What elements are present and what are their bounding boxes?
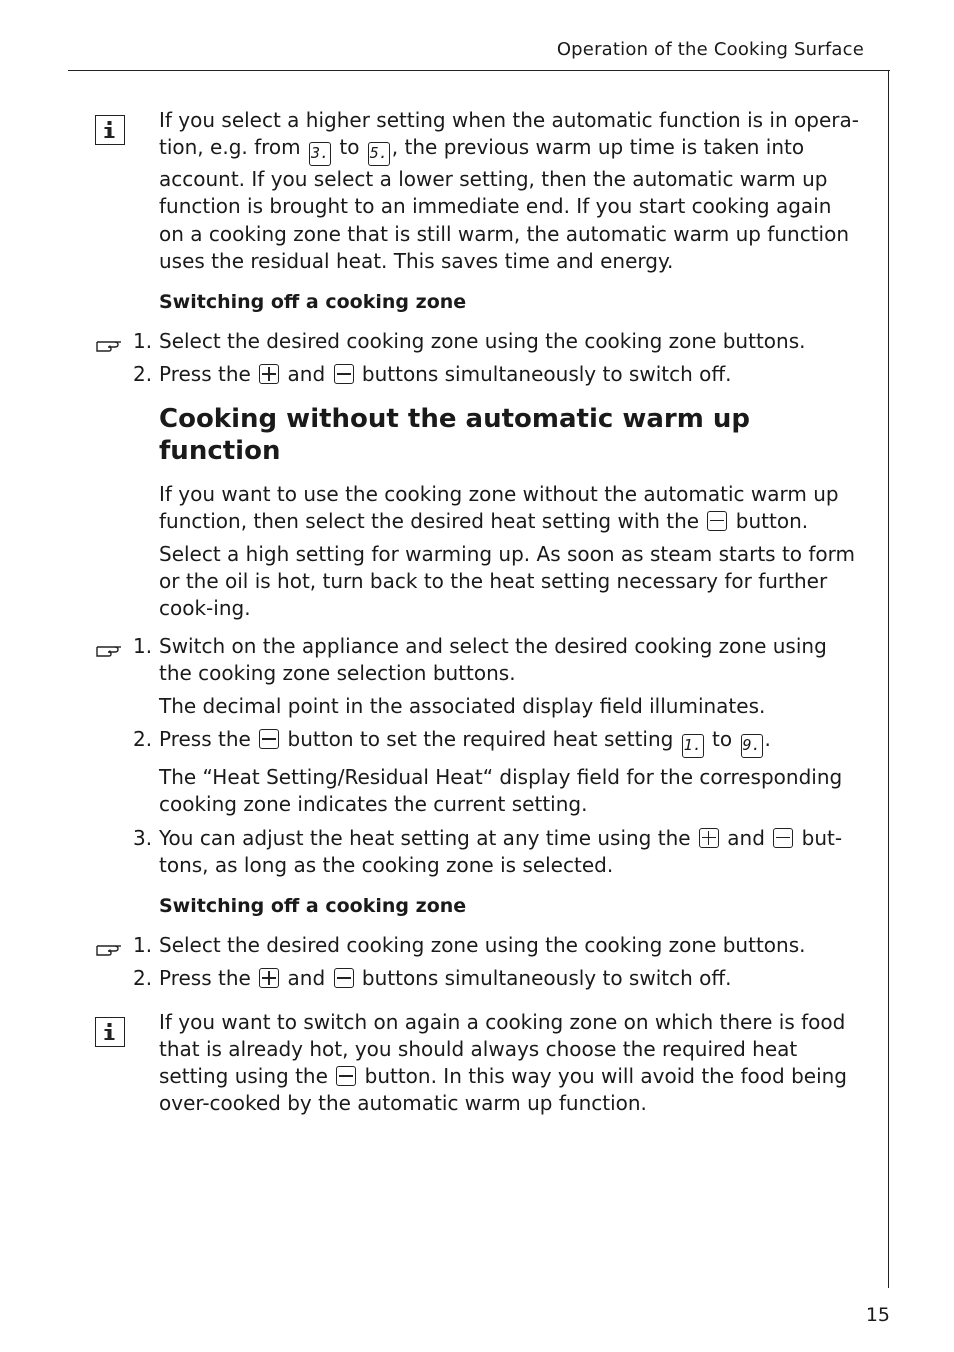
section-paragraph-1: If you want to use the cooking zone without the automatic warm up function, then select the desired heat setting with the button.: [159, 481, 839, 533]
margin-rule: [888, 70, 889, 1288]
step: 2. Press the button to set the required heat setting 1. to 9. . The “Heat Setting/Residual Heat“ display field for the corresponding cooking zone indicates the current setting.: [159, 726, 861, 818]
procedure-steps: [133, 633, 861, 879]
info-icon: [95, 115, 125, 145]
info-note-1: [159, 107, 861, 275]
plus-button-icon: [259, 968, 279, 988]
plus-button-icon: [259, 364, 279, 384]
plus-button-icon: [699, 828, 719, 848]
step: 1. Select the desired cooking zone using the cooking zone buttons.: [133, 933, 806, 958]
info-note-2: [159, 1009, 861, 1118]
info-note-1-text: If you select a higher setting when the automatic function is in opera-tion, e.g. from 3. to 5. , the previous warm up time is taken into account. If you select a lower setting, then the automatic warm up function is brought to an immediate end. If you start cooking again on a cooking zone that is still warm, the automatic warm up function uses the residual heat. This saves time and energy.: [159, 108, 859, 273]
switch-off-1-steps: [133, 328, 861, 388]
pointing-hand-icon: [95, 334, 125, 352]
step-note: The decimal point in the associated display field illuminates.: [159, 694, 766, 719]
display-value-icon: 1.: [682, 734, 704, 758]
minus-button-icon: [773, 828, 793, 848]
step-note: The “Heat Setting/Residual Heat“ display field for the corresponding cooking zone indicates the current setting.: [159, 765, 843, 817]
step: 2. Press the and buttons simultaneously to switch off.: [133, 966, 732, 991]
sub-heading-switch-off-2: Switching off a cooking zone: [159, 895, 467, 918]
pointing-hand-icon: [95, 639, 125, 657]
step: 3. You can adjust the heat setting at any time using the and but-tons, as long as the cooking zone is selected.: [133, 825, 843, 877]
minus-button-icon: [336, 1066, 356, 1086]
switch-off-2-steps: [133, 932, 861, 992]
minus-button-icon: [259, 729, 279, 749]
pointing-hand-icon: [95, 938, 125, 956]
sub-heading-switch-off-1: Switching off a cooking zone: [159, 291, 467, 314]
step: 1. Select the desired cooking zone using the cooking zone buttons.: [133, 329, 806, 354]
minus-button-icon: [707, 511, 727, 531]
display-value-icon: 3.: [309, 142, 331, 166]
minus-button-icon: [334, 364, 354, 384]
step: 2. Press the and buttons simultaneously to switch off.: [133, 362, 732, 387]
display-value-icon: 9.: [741, 734, 763, 758]
minus-button-icon: [334, 968, 354, 988]
page-content: [133, 107, 861, 1117]
section-title: Cooking without the automatic warm up function: [159, 403, 750, 466]
header-rule: [68, 70, 890, 71]
display-value-icon: 5.: [368, 142, 390, 166]
step: 1. Switch on the appliance and select the desired cooking zone using the cooking zone selection buttons. The decimal point in the associated display field illuminates.: [159, 633, 861, 721]
page-header-title: Operation of the Cooking Surface: [556, 39, 864, 60]
info-icon: [95, 1017, 125, 1047]
page-number: 15: [865, 1304, 890, 1326]
section-paragraph-2: Select a high setting for warming up. As soon as steam starts to form or the oil is hot, turn back to the heat setting necessary for further cook-ing.: [159, 542, 856, 621]
info-note-2-text: If you want to switch on again a cooking zone on which there is food that is already hot, you should always choose the required heat setting using the button. In this way you will avoid the food being over-cooked by the automatic warm up function.: [159, 1009, 847, 1116]
